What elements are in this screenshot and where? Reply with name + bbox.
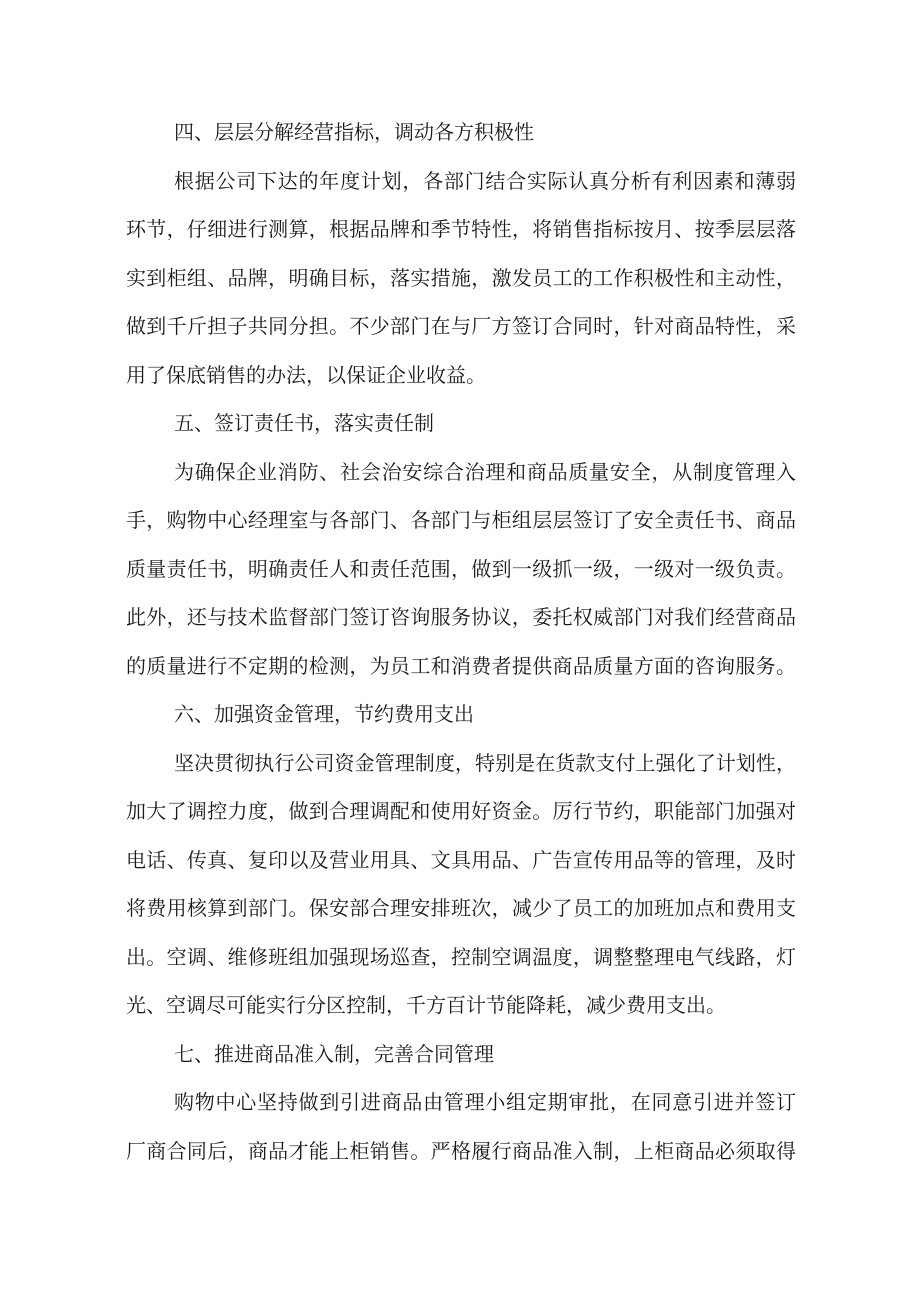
section-heading-4: 四、层层分解经营指标，调动各方积极性 <box>174 120 534 144</box>
paragraph-line: 为确保企业消防、社会治安综合治理和商品质量安全，从制度管理入 <box>174 459 796 484</box>
paragraph-line: 此外，还与技术监督部门签订咨询服务协议，委托权威部门对我们经营商品 <box>126 605 796 629</box>
paragraph-line: 用了保底销售的办法，以保证企业收益。 <box>126 362 486 387</box>
paragraph-line: 实到柜组、品牌，明确目标，落实措施，激发员工的工作积极性和主动性， <box>126 265 796 290</box>
section-heading-7: 七、推进商品准入制，完善合同管理 <box>174 1041 494 1066</box>
document-body <box>126 108 796 1175</box>
paragraph-line: 质量责任书，明确责任人和责任范围，做到一级抓一级，一级对一级负责。 <box>126 556 796 581</box>
paragraph-line: 出。空调、维修班组加强现场巡查，控制空调温度，调整整理电气线路，灯 <box>126 944 796 969</box>
paragraph-line: 的质量进行不定期的检测，为员工和消费者提供商品质量方面的咨询服务。 <box>126 653 796 678</box>
paragraph-line: 环节，仔细进行测算，根据品牌和季节特性，将销售指标按月、按季层层落 <box>126 217 796 241</box>
paragraph-line: 光、空调尽可能实行分区控制，千方百计节能降耗，减少费用支出。 <box>126 993 726 1017</box>
paragraph-line: 将费用核算到部门。保安部合理安排班次，减少了员工的加班加点和费用支 <box>126 896 796 920</box>
paragraph-line: 坚决贯彻执行公司资金管理制度，特别是在货款支付上强化了计划性， <box>174 750 796 775</box>
paragraph-line: 电话、传真、复印以及营业用具、文具用品、广告宣传用品等的管理，及时 <box>126 847 796 872</box>
paragraph-line: 加大了调控力度，做到合理调配和使用好资金。厉行节约，职能部门加强对 <box>126 799 796 823</box>
paragraph-line: 厂商合同后，商品才能上柜销售。严格履行商品准入制，上柜商品必须取得 <box>126 1138 796 1163</box>
section-heading-6: 六、加强资金管理，节约费用支出 <box>174 702 474 726</box>
paragraph-line: 做到千斤担子共同分担。不少部门在与厂方签订合同时，针对商品特性，采 <box>126 314 796 338</box>
section-heading-5: 五、签订责任书，落实责任制 <box>174 411 434 435</box>
paragraph-line: 根据公司下达的年度计划，各部门结合实际认真分析有利因素和薄弱 <box>174 168 796 193</box>
paragraph-line: 购物中心坚持做到引进商品由管理小组定期审批，在同意引进并签订 <box>174 1090 796 1114</box>
paragraph-line: 手，购物中心经理室与各部门、各部门与柜组层层签订了安全责任书、商品 <box>126 508 796 532</box>
